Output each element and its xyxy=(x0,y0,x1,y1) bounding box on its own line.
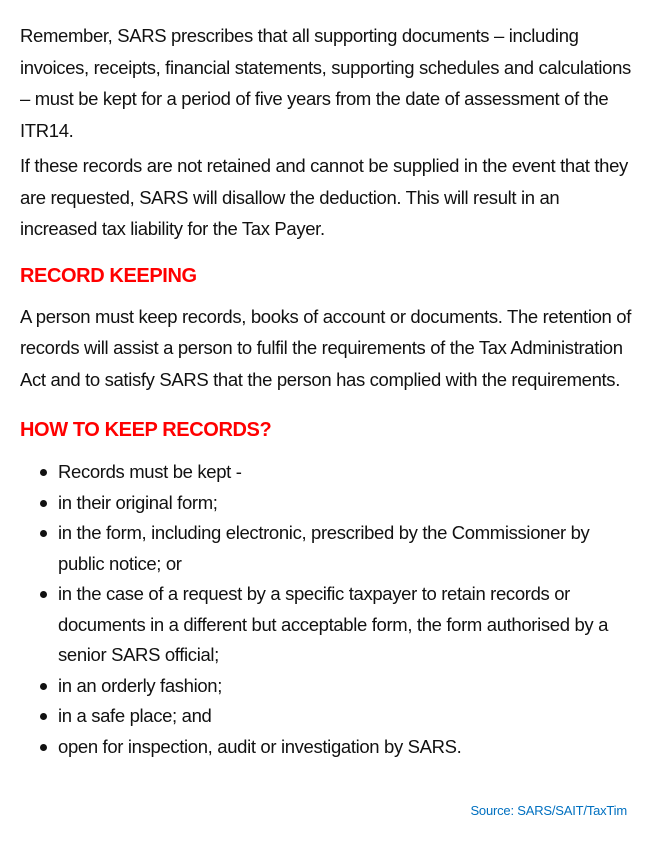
list-item-text: in the case of a request by a specific taxpayer to retain records or documents in a different but acceptable form, the form authorised by a senior SARS official; xyxy=(58,583,609,665)
list-item-text: in an orderly fashion; xyxy=(58,674,223,696)
list-item xyxy=(20,579,632,671)
bullet-icon xyxy=(40,591,47,598)
heading-how-to-keep-records: HOW TO KEEP RECORDS? xyxy=(20,419,272,441)
record-keeping-paragraph: A person must keep records, books of account or documents. The retention of records will assist a person to fulfil the requirements of the Tax Administration Act and to satisfy SARS that the person has complied with the requirements. xyxy=(20,305,631,390)
list-item xyxy=(20,701,632,732)
bullet-icon xyxy=(40,469,47,476)
bullet-icon xyxy=(40,500,47,507)
list-item-text: in their original form; xyxy=(58,491,218,513)
document-page xyxy=(20,20,632,762)
how-to-keep-records-list xyxy=(20,457,632,762)
list-item-text: in a safe place; and xyxy=(58,705,212,726)
list-item xyxy=(20,488,632,519)
list-item xyxy=(20,518,632,579)
list-item xyxy=(20,457,632,488)
source-attribution: Source: SARS/SAIT/TaxTim xyxy=(470,803,627,818)
bullet-icon xyxy=(40,713,47,720)
intro-paragraph-disallowance: If these records are not retained and cannot be supplied in the event that they are requested, SARS will disallow the deduction. This will result in an increased tax liability for the Tax Payer. xyxy=(20,155,628,239)
list-item-text: Records must be kept - xyxy=(58,461,242,482)
bullet-icon xyxy=(40,744,47,751)
bullet-icon xyxy=(40,683,47,690)
bullet-icon xyxy=(40,530,47,537)
heading-record-keeping: RECORD KEEPING xyxy=(20,264,197,287)
list-item xyxy=(20,732,632,763)
intro-paragraph-retention-period: Remember, SARS prescribes that all supporting documents – including invoices, receipts, financial statements, supporting schedules and calculations – must be kept for a period of five years from the date of assessment of the ITR14. xyxy=(20,25,631,141)
list-item xyxy=(20,671,632,702)
list-item-text: in the form, including electronic, prescribed by the Commissioner by public notice; or xyxy=(58,522,590,574)
list-item-text: open for inspection, audit or investigation by SARS. xyxy=(58,735,462,757)
